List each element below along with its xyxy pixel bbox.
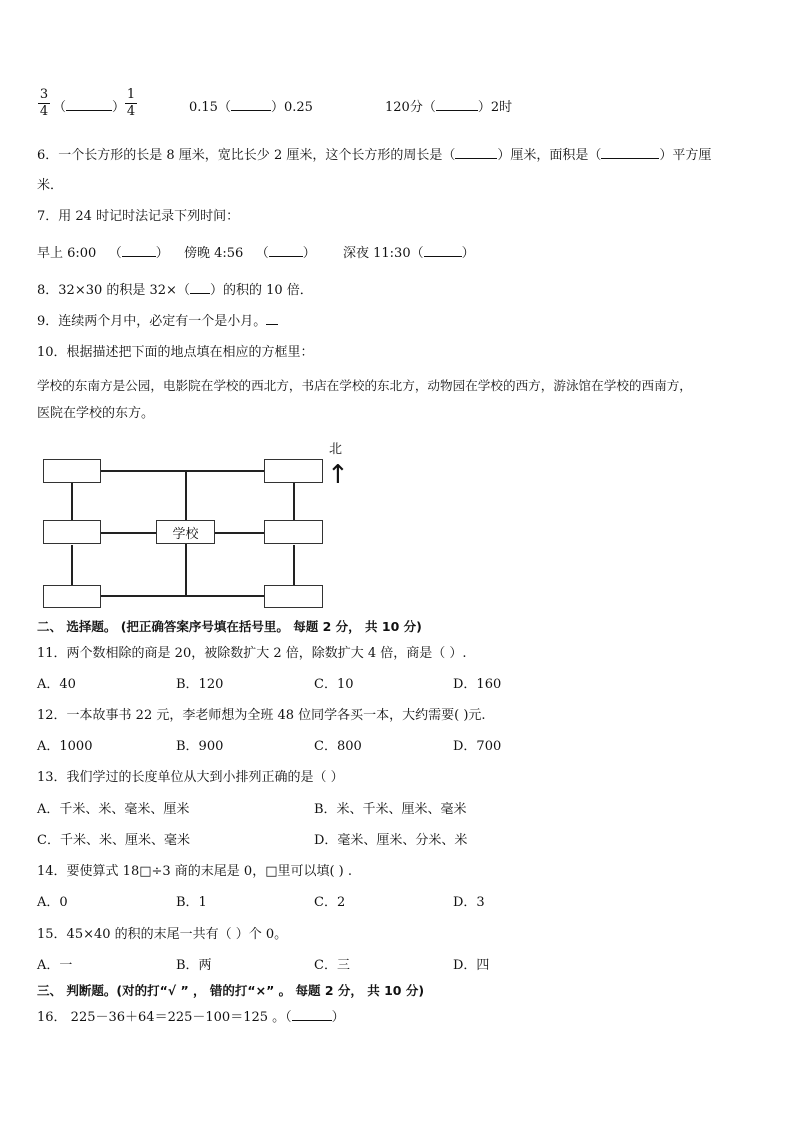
q15-option-b[interactable]: B．两 bbox=[176, 958, 212, 973]
diagram-line-middle-left bbox=[100, 532, 157, 534]
question-15-stem: 15．45×40 的积的末尾一共有（ ）个 0。 bbox=[37, 927, 288, 942]
q12-option-b[interactable]: B．900 bbox=[176, 739, 224, 754]
q12-option-a[interactable]: A．1000 bbox=[37, 739, 93, 754]
q13-option-d[interactable]: D．毫米、厘米、分米、米 bbox=[314, 833, 468, 848]
q13-option-a[interactable]: A．千米、米、毫米、厘米 bbox=[37, 802, 190, 817]
answer-box-northwest[interactable] bbox=[43, 459, 101, 483]
compare-time: 120分（ ）2时 bbox=[385, 100, 513, 115]
question-10-desc-2: 医院在学校的东方。 bbox=[37, 406, 155, 421]
answer-blank[interactable] bbox=[455, 146, 497, 159]
question-11-stem: 11．两个数相除的商是 20，被除数扩大 2 倍，除数扩大 4 倍，商是（ ）. bbox=[37, 646, 467, 661]
answer-box-northeast[interactable] bbox=[264, 459, 323, 483]
q15-option-a[interactable]: A．一 bbox=[37, 958, 73, 973]
q15-option-c[interactable]: C．三 bbox=[314, 958, 350, 973]
question-16: 16． 225－36＋64＝225－100＝125 。（ ） bbox=[37, 1010, 345, 1025]
diagram-line-right-upper bbox=[293, 482, 295, 520]
school-box: 学校 bbox=[156, 520, 215, 544]
fraction-one-quarter bbox=[125, 88, 137, 119]
answer-blank[interactable] bbox=[292, 1008, 332, 1021]
answer-blank[interactable] bbox=[122, 244, 156, 257]
section-3-title: 三、 判断题。(对的打“√ ” ， 错的打“×” 。 每题 2 分， 共 10 分) bbox=[37, 983, 425, 998]
question-13-stem: 13．我们学过的长度单位从大到小排列正确的是（ ） bbox=[37, 770, 344, 785]
q12-option-d[interactable]: D．700 bbox=[453, 739, 502, 754]
answer-blank[interactable] bbox=[424, 244, 462, 257]
answer-box-southeast[interactable] bbox=[264, 585, 323, 608]
q13-option-b[interactable]: B．米、千米、厘米、毫米 bbox=[314, 802, 467, 817]
answer-blank[interactable] bbox=[266, 312, 278, 325]
time-item-2: 傍晚 4:56 （ ） bbox=[184, 246, 316, 261]
q11-option-c[interactable]: C．10 bbox=[314, 677, 354, 692]
question-10-prompt: 10．根据描述把下面的地点填在相应的方框里： bbox=[37, 345, 314, 360]
diagram-line-left-upper bbox=[71, 482, 73, 520]
section-2-title: 二、 选择题。 (把正确答案序号填在括号里。 每题 2 分， 共 10 分) bbox=[37, 619, 422, 634]
answer-blank[interactable] bbox=[190, 281, 210, 294]
question-8: 8．32×30 的积是 32×（ ）的积的 10 倍． bbox=[37, 283, 313, 298]
question-12-stem: 12．一本故事书 22 元，李老师想为全班 48 位同学各买一本，大约需要( )元. bbox=[37, 708, 486, 723]
q13-option-c[interactable]: C．千米、米、厘米、毫米 bbox=[37, 833, 190, 848]
answer-box-east[interactable] bbox=[264, 520, 323, 544]
answer-blank[interactable] bbox=[601, 146, 659, 159]
diagram-line-middle-right bbox=[214, 532, 266, 534]
north-label: 北 bbox=[329, 442, 343, 457]
question-6-line-2: 米． bbox=[37, 178, 64, 193]
answer-box-southwest[interactable] bbox=[43, 585, 101, 608]
question-10-desc-1: 学校的东南方是公园，电影院在学校的西北方，书店在学校的东北方，动物园在学校的西方，游泳馆在学校的西南方， bbox=[37, 378, 692, 393]
answer-blank[interactable] bbox=[66, 98, 112, 111]
fraction-three-quarters bbox=[38, 88, 50, 119]
q11-option-a[interactable]: A．40 bbox=[37, 677, 76, 692]
fraction-denominator: 4 bbox=[39, 104, 49, 119]
q11-option-d[interactable]: D．160 bbox=[453, 677, 502, 692]
north-arrow-icon: ↑ bbox=[327, 460, 349, 490]
diagram-line-bottom bbox=[100, 595, 266, 597]
q14-option-b[interactable]: B．1 bbox=[176, 895, 207, 910]
q14-option-d[interactable]: D．3 bbox=[453, 895, 485, 910]
q14-option-a[interactable]: A．0 bbox=[37, 895, 68, 910]
fraction-numerator: 1 bbox=[126, 87, 136, 102]
question-6-line-1: 6．一个长方形的长是 8 厘米，宽比长少 2 厘米，这个长方形的周长是（ ）厘米，面积是（ ）平方厘 bbox=[37, 148, 712, 163]
time-item-1: 早上 6:00 （ ） bbox=[37, 246, 169, 261]
fraction-denominator: 4 bbox=[126, 104, 136, 119]
diagram-line-right-lower bbox=[293, 545, 295, 585]
answer-blank[interactable] bbox=[436, 98, 478, 111]
q15-option-d[interactable]: D．四 bbox=[453, 958, 490, 973]
q14-option-c[interactable]: C．2 bbox=[314, 895, 346, 910]
answer-box-west[interactable] bbox=[43, 520, 101, 544]
diagram-line-top bbox=[100, 470, 266, 472]
answer-blank[interactable] bbox=[231, 98, 271, 111]
compare-blank-1: （ ） bbox=[53, 100, 126, 115]
time-item-3: 深夜 11:30（ ） bbox=[343, 246, 475, 261]
question-14-stem: 14．要使算式 18□÷3 商的末尾是 0，□里可以填( ) . bbox=[37, 864, 353, 879]
question-9: 9．连续两个月中，必定有一个是小月。 bbox=[37, 312, 278, 331]
q11-option-b[interactable]: B．120 bbox=[176, 677, 224, 692]
question-7-prompt: 7．用 24 时记时法记录下列时间： bbox=[37, 209, 240, 224]
q12-option-c[interactable]: C．800 bbox=[314, 739, 362, 754]
answer-blank[interactable] bbox=[269, 244, 303, 257]
fraction-numerator: 3 bbox=[39, 87, 49, 102]
diagram-line-left-lower bbox=[71, 545, 73, 585]
compare-decimal: 0.15（ ）0.25 bbox=[189, 100, 313, 115]
